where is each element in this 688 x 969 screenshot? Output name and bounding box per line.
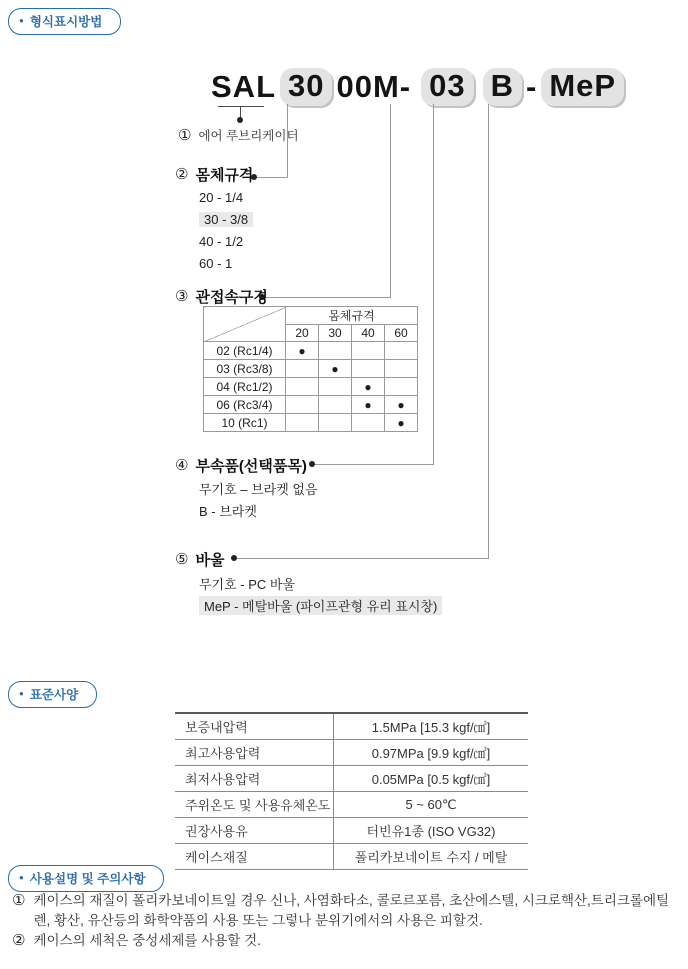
spec-value: 0.97MPa [9.9 kgf/㎠]	[334, 740, 529, 766]
model-prefix: SAL	[211, 69, 276, 104]
note-text: 케이스의 재질이 폴리카보네이트일 경우 신나, 사염화타소, 콜로르포름, 초산에스텔, 시크로핵산,트리크롤에틸렌, 황산, 유산등의 화학약품의 사용 또는 그렇나 분위기에서의 사용은 피할것.	[33, 893, 670, 928]
spec-value: 터빈유1종 (ISO VG32)	[334, 818, 529, 844]
item4-header	[175, 455, 307, 476]
table-row	[175, 740, 528, 766]
bullet-icon: ●	[19, 873, 24, 882]
item2-header	[175, 164, 253, 185]
list-item	[199, 230, 253, 252]
col-header: 60	[385, 325, 418, 342]
connection-size-table	[203, 306, 418, 432]
spec-table	[175, 712, 528, 870]
table-row	[175, 792, 528, 818]
item5-title: 바울	[195, 552, 225, 569]
leader-dot-4	[309, 461, 315, 467]
note-text: 케이스의 세척은 중성세제를 사용할 것.	[33, 933, 261, 948]
option-text: 40 - 1/2	[199, 233, 244, 249]
note-item	[12, 931, 680, 951]
note-item	[12, 891, 680, 931]
table-row	[204, 342, 418, 360]
table-row	[204, 414, 418, 432]
model-dash: -	[526, 69, 538, 104]
leader-dot-1	[237, 117, 243, 123]
spec-label: 최고사용압력	[175, 740, 334, 766]
section-badge-standard-spec	[8, 681, 97, 708]
col-header: 30	[319, 325, 352, 342]
circled-number-5: ⑤	[175, 551, 189, 568]
diagonal-cell	[204, 307, 286, 342]
mark-cell	[319, 342, 352, 360]
spec-label: 보증내압력	[175, 713, 334, 740]
usage-notes-list	[12, 891, 680, 951]
col-header: 40	[352, 325, 385, 342]
table-row	[204, 378, 418, 396]
mark-cell	[319, 414, 352, 432]
mark-cell	[352, 360, 385, 378]
table-row	[175, 818, 528, 844]
mark-cell	[385, 342, 418, 360]
badge-label: 형식표시방법	[29, 15, 103, 29]
list-item	[199, 208, 253, 230]
mark-cell: ●	[319, 360, 352, 378]
leader-line-bowl-h	[237, 558, 489, 559]
table-row	[175, 766, 528, 792]
model-body-pill: 30	[280, 68, 332, 106]
spec-label: 주위온도 및 사용유체온도	[175, 792, 334, 818]
mark-cell	[352, 414, 385, 432]
option-text: 60 - 1	[199, 255, 233, 271]
list-item	[199, 572, 442, 594]
table-row	[204, 396, 418, 414]
table-row	[175, 713, 528, 740]
mark-cell	[286, 396, 319, 414]
circled-number-1: ①	[178, 126, 192, 144]
leader-line-accessory-v	[433, 104, 434, 464]
bullet-icon: ●	[19, 689, 24, 698]
list-item	[199, 477, 318, 499]
circled-number-4: ④	[175, 457, 189, 474]
sal-underline	[218, 106, 264, 107]
item1-row	[178, 126, 299, 144]
mark-cell: ●	[352, 396, 385, 414]
spec-value: 0.05MPa [0.5 kgf/㎠]	[334, 766, 529, 792]
mark-cell	[319, 396, 352, 414]
accessory-options	[199, 477, 318, 521]
section-badge-usage-notes	[8, 865, 164, 892]
mark-cell	[286, 414, 319, 432]
item2-title: 몸체규격	[195, 167, 254, 184]
row-label: 10 (Rc1)	[204, 414, 286, 432]
model-mid: 00M-	[336, 69, 412, 104]
table-row	[204, 360, 418, 378]
circled-number-2: ②	[175, 166, 189, 183]
item4-title: 부속품(선택품목)	[195, 458, 307, 475]
option-text: 20 - 1/4	[199, 189, 244, 205]
mark-cell	[286, 360, 319, 378]
bowl-options	[199, 572, 442, 616]
leader-line-port-v	[390, 104, 391, 297]
badge-label: 표준사양	[29, 688, 79, 702]
mark-cell	[352, 342, 385, 360]
option-text-highlighted: MeP - 메탈바울 (파이프관형 유리 표시창)	[199, 596, 442, 615]
item3-title: 관접속구경	[195, 289, 268, 306]
list-item	[199, 594, 442, 616]
row-label: 04 (Rc1/2)	[204, 378, 286, 396]
option-text: 무기호 - PC 바울	[199, 576, 296, 592]
section-badge-model-method	[8, 8, 121, 35]
leader-dot-5	[231, 555, 237, 561]
list-item	[199, 499, 318, 521]
body-size-options	[199, 186, 253, 274]
spec-value: 1.5MPa [15.3 kgf/㎠]	[334, 713, 529, 740]
option-text: 무기호 – 브라켓 없음	[199, 481, 318, 497]
item3-header	[175, 286, 268, 307]
mark-cell: ●	[385, 396, 418, 414]
circled-number-note-2: ②	[12, 932, 26, 949]
spec-value: 5 ~ 60℃	[334, 792, 529, 818]
leader-line-port-h	[264, 297, 391, 298]
mark-cell: ●	[385, 414, 418, 432]
model-port-pill: 03	[421, 68, 473, 106]
row-label: 03 (Rc3/8)	[204, 360, 286, 378]
spec-value: 폴리카보네이트 수지 / 메탈	[334, 844, 529, 870]
col-header: 20	[286, 325, 319, 342]
spec-label: 권장사용유	[175, 818, 334, 844]
table-group-header: 몸체규격	[286, 307, 418, 325]
row-label: 06 (Rc3/4)	[204, 396, 286, 414]
mark-cell	[319, 378, 352, 396]
model-accessory-pill: B	[483, 68, 522, 106]
leader-line-body-h	[257, 177, 288, 178]
mark-cell	[385, 378, 418, 396]
leader-line-accessory-h	[315, 464, 434, 465]
mark-cell	[385, 360, 418, 378]
circled-number-note-1: ①	[12, 892, 26, 909]
model-code	[211, 68, 624, 106]
row-label: 02 (Rc1/4)	[204, 342, 286, 360]
option-text: B - 브라켓	[199, 503, 257, 519]
bullet-icon: ●	[19, 16, 24, 25]
mark-cell: ●	[352, 378, 385, 396]
list-item	[199, 252, 253, 274]
model-bowl-pill: MeP	[541, 68, 624, 106]
mark-cell	[286, 378, 319, 396]
item5-header	[175, 549, 224, 570]
mark-cell: ●	[286, 342, 319, 360]
badge-label: 사용설명 및 주의사항	[29, 872, 146, 886]
circled-number-3: ③	[175, 288, 189, 305]
spec-label: 최저사용압력	[175, 766, 334, 792]
spec-label: 케이스재질	[175, 844, 334, 870]
list-item	[199, 186, 253, 208]
table-row	[175, 844, 528, 870]
leader-line-bowl-v	[488, 104, 489, 558]
item1-label: 에어 루브리케이터	[198, 129, 299, 143]
option-text-highlighted: 30 - 3/8	[199, 212, 253, 227]
